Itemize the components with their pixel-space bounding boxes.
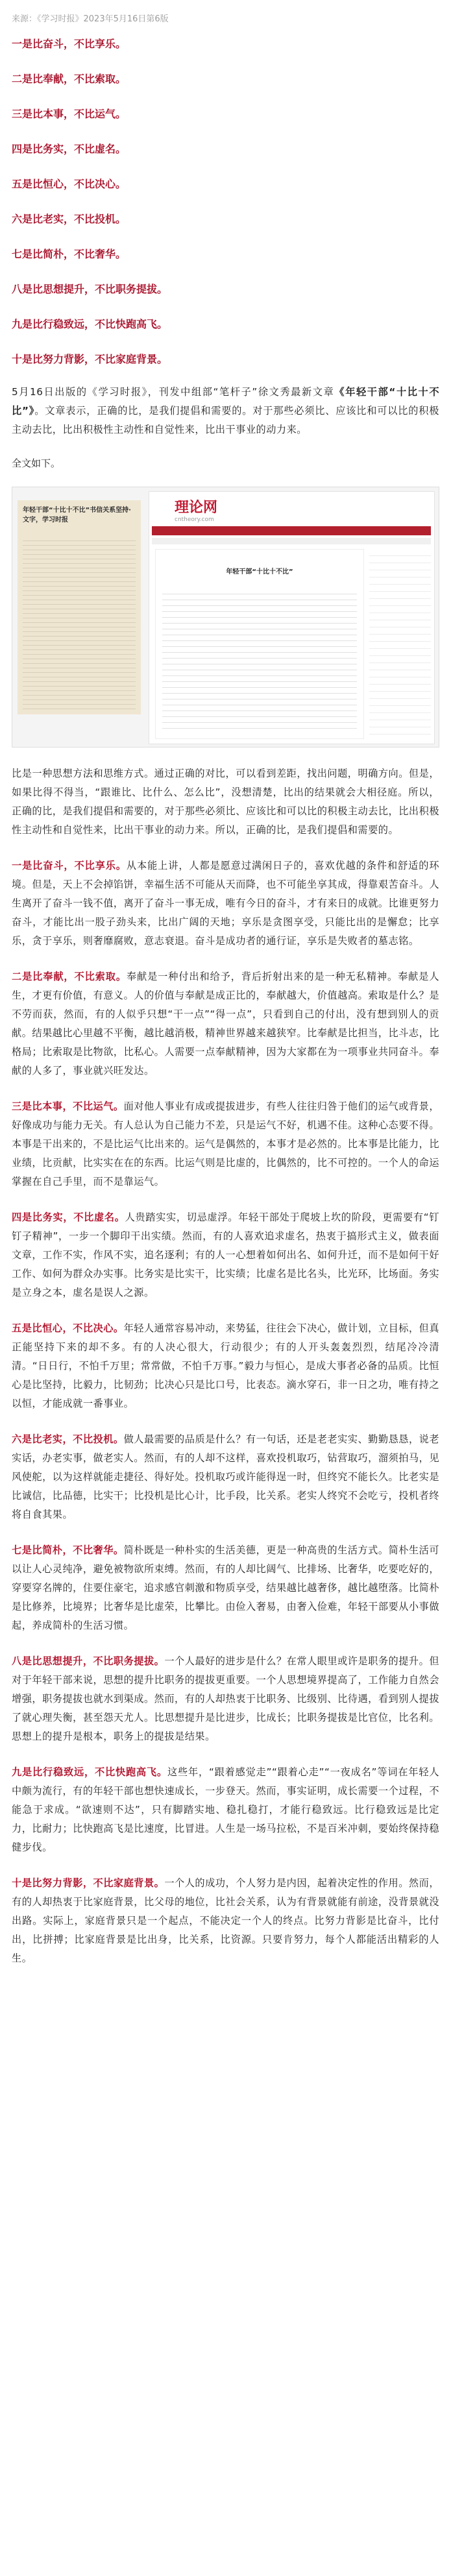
intro-paragraph: 5月16日出版的《学习时报》，刊发中组部“笔杆子”徐文秀最新文章《年轻干部“十比十不比”》。文章表示，正确的比，是我们提倡和需要的。对于那些必须比、应该比和可以比的积极主动去比，比出积极性主动性和自觉性来，比出干事业的动力来。 (12, 386, 440, 435)
body-paragraph: 比是一种思想方法和思维方式。通过正确的对比，可以看到差距，找出问题，明确方向。但是，如果比得不得当，“跟谁比、比什么、怎么比”，没想清楚，比出的结果就会大相径庭。所以，正确的比，是我们提倡和需要的，对于那些必须比、应该比和可以比的积极主动去比，比出积极性主动性和自觉性来，比出干事业的动力来。所以，正确的比，是我们提倡和需要的。 (12, 768, 439, 836)
body-paragraph: 三是比本事，不比运气。面对他人事业有成或提拔进步，有些人往往归咎于他们的运气或背景，好像成功与能力无关。有人总认为自己能力不差，只是运气不好，机遇不佳。这种心态要不得。本事是干出来的，不是比运气比出来的。运气是偶然的，本事才是必然的。比本事是比能力，比业绩，比贡献，比实实在在的东西。比运气则是比虚的，比偶然的，比不可控的。一个人的命运掌握在自己手里，而不是靠运气。 (12, 1100, 440, 1187)
body-paragraph: 十是比努力背影，不比家庭背景。一个人的成功，个人努力是内因，起着决定性的作用。然而，有的人却热衷于比家庭背景，比父母的地位，比社会关系，认为有背景就能有前途，没背景就没出路。实际上，家庭背景只是一个起点，不能决定一个人的终点。比努力背影是比奋斗，比付出，比拼搏；比家庭背景是比出身，比关系，比资源。只要肯努力，每个人都能活出精彩的人生。 (12, 1877, 440, 1964)
headline-item: 二是比奉献，不比索取。 (12, 73, 127, 85)
body-paragraph: 二是比奉献，不比索取。奉献是一种付出和给予，背后折射出来的是一种无私精神。奉献是人生，才更有价值，有意义。人的价值与奉献是成正比的，奉献越大，价值越高。索取是什么？是不劳而获，然而，有的人似乎只想“干一点”“得一点”，只看到自己的付出，没有想到别人的贡献。结果越比心里越不平衡，越比越消极，精神世界越来越狭窄。比奉献是比担当，比斗志，比格局；比索取是比物欲，比私心。人需要一点奉献精神，因为大家都在为一项事业共同奋斗。奉献的人多了，事业就兴旺发达。 (12, 971, 440, 1076)
headline-item: 三是比本事，不比运气。 (12, 108, 127, 120)
headline-item: 九是比行稳致远，不比快跑高飞。 (12, 318, 168, 330)
article-title-ref: 《年轻干部“十比十不比”》 (12, 386, 440, 417)
body-paragraph: 五是比恒心，不比决心。年轻人通常容易冲动，来势猛，往往会下决心，做计划，立目标，但真正能坚持下来的却不多。有的人决心很大，行动很少；有的人开头轰轰烈烈，结尾冷冷清清。“日日行，不怕千万里；常常做，不怕千万事。”毅力与恒心，是成大事者必备的品质。比恒心是比坚持，比毅力，比韧劲；比决心只是比口号，比表态。滴水穿石，非一日之功，唯有持之以恒，才能成就一番事业。 (12, 1322, 440, 1409)
headline-item: 一是比奋斗，不比享乐。 (12, 38, 127, 50)
site-subnav (152, 538, 431, 544)
site-nav-bar (152, 526, 431, 535)
headline-item: 四是比务实，不比虚名。 (12, 143, 127, 155)
fulltext-label: 全文如下。 (12, 457, 61, 469)
body-paragraph: 九是比行稳致远，不比快跑高飞。这些年，“跟着感觉走”“跟着心走”“一夜成名”等词在年轻人中颇为流行，有的年轻干部也想快速成长，一步登天。然而，事实证明，成长需要一个过程，不能急于求成。“欲速则不达”，只有脚踏实地、稳扎稳打，才能行稳致远。比行稳致远是比定力，比耐力；比快跑高飞是比速度，比冒进。人生是一场马拉松，不是百米冲刺，要始终保持稳健步伐。 (12, 1766, 440, 1853)
body-paragraph: 七是比简朴，不比奢华。简朴既是一种朴实的生活美德，更是一种高贵的生活方式。简朴生活可以让人心灵纯净，避免被物欲所束缚。然而，有的人却比阔气、比排场、比奢华，吃要吃好的，穿要穿名牌的，住要住豪宅，追求感官刺激和物质享受，结果越比越奢侈，越比越堕落。比简朴是比修养，比境界；比奢华是比虚荣，比攀比。由俭入奢易，由奢入俭难，年轻干部要从小事做起，养成简朴的生活习惯。 (12, 1544, 440, 1631)
source-line: 来源：《学习时报》2023年5月16日第6版 (12, 14, 169, 24)
body-paragraph: 四是比务实，不比虚名。人贵踏实实，切忌虚浮。年轻干部处于爬坡上坎的阶段，更需要有“钉钉子精神”，一步一个脚印干出实绩。然而，有的人喜欢追求虚名，热衷于搞形式主义，做表面文章，工作不实，作风不实，追名逐利；有的人一心想着如何出名、如何升迁，而不是如何干好工作、如何为群众办实事。比务实是比实干，比实绩；比虚名是比名头，比光环，比场面。务实是立身之本，虚名是误人之源。 (12, 1211, 439, 1298)
site-logo: 理论网 cntheory.com (175, 500, 218, 523)
body-paragraph: 六是比老实，不比投机。做人最需要的品质是什么？有一句话，还是老老实实、勤勤恳恳，说老实话，办老实事，做老实人。然而，有的人却不这样，喜欢投机取巧，钻营取巧，溜须拍马，见风使舵，以为这样就能走捷径、得好处。投机取巧或许能得逞一时，但终究不能长久。比老实是比诚信，比品德，比实干；比投机是比心计，比手段，比关系。老实人终究不会吃亏，投机者终将自食其果。 (12, 1433, 440, 1520)
headline-item: 十是比努力背影，不比家庭背景。 (12, 353, 168, 365)
body-paragraph: 八是比思想提升，不比职务提拔。一个人最好的进步是什么？在常人眼里或许是职务的提升。但对于年轻干部来说，思想的提升比职务的提拔更重要。一个人思想境界提高了，工作能力自然会增强，职务提拔也就水到渠成。然而，有的人却热衷于比职务、比级别、比待遇，看到别人提拔了就心理失衡，甚至怨天尤人。比思想提升是比进步，比成长；比职务提拔是比官位，比名利。思想上的提升是根本，职务上的提拔是结果。 (12, 1655, 440, 1742)
body-paragraph: 一是比奋斗，不比享乐。从本能上讲，人都是愿意过满闲日子的，喜欢优越的条件和舒适的环境。但是，天上不会掉馅饼，幸福生活不可能从天而降，也不可能坐享其成，得靠艰苦奋斗。人生离开了奋斗一钱不值，离开了奋斗一事无成，唯有今日的奋斗，才有来日的成就。比谁更努力奋斗，才能比出一股子劲头来，比出广阔的天地；享乐是贪图享受，只能比出的是懈怠；比享乐，贪于享乐，则奢靡腐败，意志衰退。奋斗是成功者的通行证，享乐是失败者的墓志铭。 (12, 860, 440, 947)
headline-item: 五是比恒心，不比决心。 (12, 178, 127, 190)
newspaper-screenshot (12, 487, 439, 747)
headline-item: 八是比思想提升，不比职务提拔。 (12, 283, 168, 295)
article-panel: 年轻干部“十比十不比” (155, 549, 364, 739)
article-body (12, 764, 439, 1968)
headline-item: 七是比简朴，不比奢华。 (12, 248, 127, 260)
sidebar-panel (369, 549, 431, 739)
headline-item: 六是比老实，不比投机。 (12, 213, 127, 225)
headline-list (12, 36, 439, 366)
print-page-thumbnail: 年轻干部“十比十不比”书信关系坚持·文字，学习时报 (18, 500, 141, 714)
